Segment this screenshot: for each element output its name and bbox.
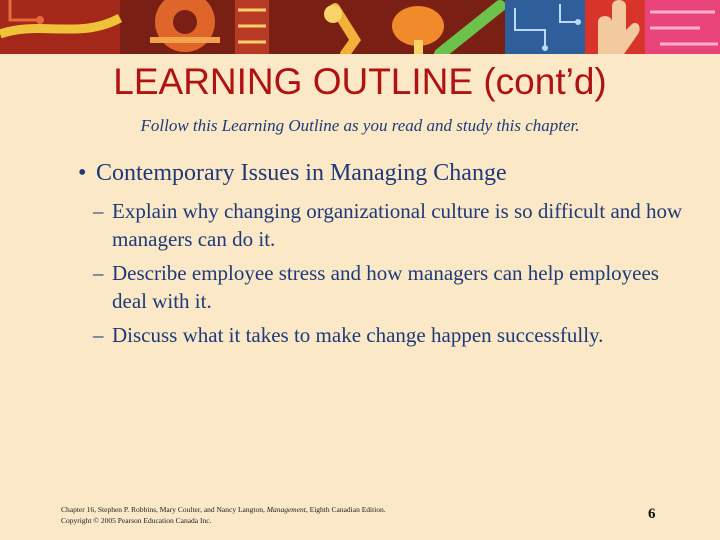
subpoint-text: Discuss what it takes to make change happen successfully. [112, 323, 604, 347]
page-number: 6 [648, 506, 656, 522]
slide-title: LEARNING OUTLINE (cont’d) [113, 61, 607, 102]
footer-citation [61, 504, 386, 526]
dash-marker: – [93, 323, 104, 347]
footer-edition-text: , Eighth Canadian Edition. [305, 505, 386, 514]
hand-icon [585, 0, 645, 54]
bullet-marker: • [78, 160, 87, 186]
dash-marker: – [93, 199, 104, 223]
footer-copyright: Copyright © 2005 Pearson Education Canada Inc. [61, 516, 212, 525]
decorative-banner [0, 0, 720, 54]
subpoint-list [93, 197, 693, 355]
main-bullet-text: Contemporary Issues in Managing Change [96, 160, 507, 186]
dash-marker: – [93, 261, 104, 285]
footer-citation-text: Chapter 16, Stephen P. Robbins, Mary Coulter, and Nancy Langton, [61, 505, 267, 514]
footer-book-title: Management [266, 505, 306, 514]
subpoint-item [93, 197, 693, 253]
footer-line-1 [61, 504, 386, 515]
subpoint-item [93, 321, 693, 349]
subpoint-text: Describe employee stress and how managers can help employees deal with it. [112, 261, 659, 313]
slide-subtitle: Follow this Learning Outline as you read and study this chapter. [140, 116, 580, 135]
main-bullet [78, 158, 507, 188]
subpoint-text: Explain why changing organizational culture is so difficult and how managers can do it. [112, 199, 683, 251]
subpoint-item [93, 259, 693, 315]
